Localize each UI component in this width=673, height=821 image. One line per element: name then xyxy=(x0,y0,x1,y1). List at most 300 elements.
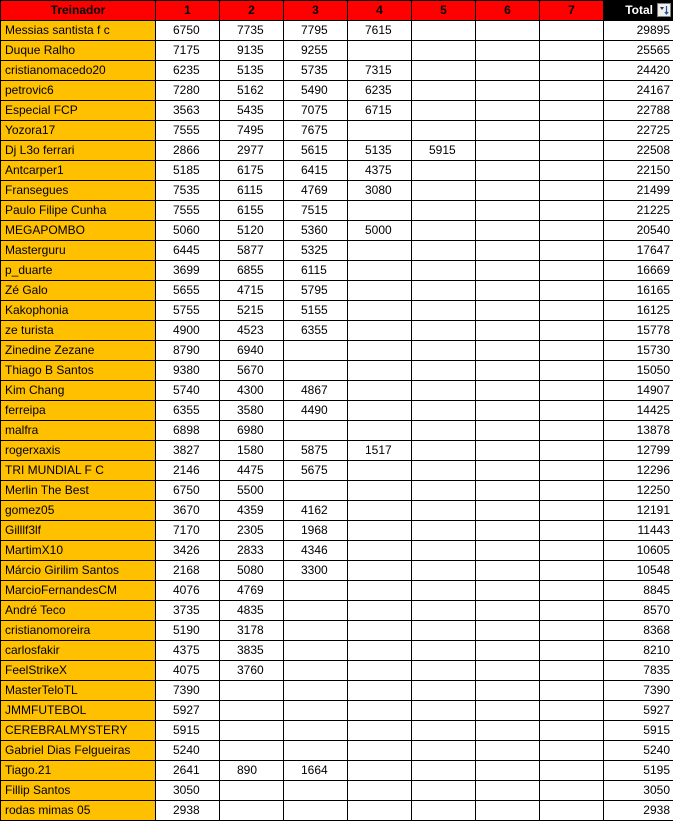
round-5-score-cell[interactable] xyxy=(412,381,476,401)
round-2-score-cell[interactable]: 5500 xyxy=(220,481,284,501)
total-score-cell[interactable]: 22150 xyxy=(604,161,673,181)
total-score-cell[interactable]: 21225 xyxy=(604,201,673,221)
round-3-score-cell[interactable]: 5675 xyxy=(284,461,348,481)
round-5-score-cell[interactable] xyxy=(412,541,476,561)
round-4-score-cell[interactable]: 5000 xyxy=(348,221,412,241)
round-6-score-cell[interactable] xyxy=(476,21,540,41)
trainer-name-cell[interactable]: Thiago B Santos xyxy=(1,361,156,381)
trainer-name-cell[interactable]: CEREBRALMYSTERY xyxy=(1,721,156,741)
round-1-score-cell[interactable]: 3827 xyxy=(156,441,220,461)
round-7-score-cell[interactable] xyxy=(540,21,604,41)
trainer-name-cell[interactable]: p_duarte xyxy=(1,261,156,281)
round-5-score-cell[interactable] xyxy=(412,761,476,781)
round-7-score-cell[interactable] xyxy=(540,741,604,761)
round-6-score-cell[interactable] xyxy=(476,581,540,601)
round-2-score-cell[interactable]: 1580 xyxy=(220,441,284,461)
header-round-7[interactable]: 7 xyxy=(540,1,604,21)
round-2-score-cell[interactable]: 6155 xyxy=(220,201,284,221)
round-4-score-cell[interactable] xyxy=(348,581,412,601)
round-4-score-cell[interactable]: 3080 xyxy=(348,181,412,201)
total-score-cell[interactable]: 22725 xyxy=(604,121,673,141)
round-5-score-cell[interactable] xyxy=(412,481,476,501)
total-score-cell[interactable]: 11443 xyxy=(604,521,673,541)
trainer-name-cell[interactable]: FeelStrikeX xyxy=(1,661,156,681)
total-score-cell[interactable]: 22508 xyxy=(604,141,673,161)
round-3-score-cell[interactable] xyxy=(284,621,348,641)
round-6-score-cell[interactable] xyxy=(476,261,540,281)
round-3-score-cell[interactable] xyxy=(284,741,348,761)
round-7-score-cell[interactable] xyxy=(540,601,604,621)
round-2-score-cell[interactable]: 4523 xyxy=(220,321,284,341)
round-7-score-cell[interactable] xyxy=(540,221,604,241)
round-5-score-cell[interactable] xyxy=(412,441,476,461)
round-4-score-cell[interactable] xyxy=(348,761,412,781)
trainer-name-cell[interactable]: cristianomoreira xyxy=(1,621,156,641)
round-5-score-cell[interactable] xyxy=(412,521,476,541)
round-6-score-cell[interactable] xyxy=(476,221,540,241)
round-3-score-cell[interactable] xyxy=(284,361,348,381)
total-score-cell[interactable]: 16669 xyxy=(604,261,673,281)
round-2-score-cell[interactable]: 4300 xyxy=(220,381,284,401)
round-2-score-cell[interactable]: 5435 xyxy=(220,101,284,121)
trainer-name-cell[interactable]: Paulo Filipe Cunha xyxy=(1,201,156,221)
round-3-score-cell[interactable]: 4490 xyxy=(284,401,348,421)
round-3-score-cell[interactable]: 6415 xyxy=(284,161,348,181)
round-4-score-cell[interactable] xyxy=(348,481,412,501)
round-3-score-cell[interactable] xyxy=(284,341,348,361)
round-5-score-cell[interactable] xyxy=(412,301,476,321)
round-7-score-cell[interactable] xyxy=(540,641,604,661)
round-1-score-cell[interactable]: 3699 xyxy=(156,261,220,281)
round-6-score-cell[interactable] xyxy=(476,481,540,501)
round-4-score-cell[interactable] xyxy=(348,201,412,221)
header-round-4[interactable]: 4 xyxy=(348,1,412,21)
round-7-score-cell[interactable] xyxy=(540,101,604,121)
round-4-score-cell[interactable] xyxy=(348,361,412,381)
round-6-score-cell[interactable] xyxy=(476,801,540,821)
round-7-score-cell[interactable] xyxy=(540,261,604,281)
round-5-score-cell[interactable] xyxy=(412,801,476,821)
round-2-score-cell[interactable]: 4359 xyxy=(220,501,284,521)
total-score-cell[interactable]: 15730 xyxy=(604,341,673,361)
total-score-cell[interactable]: 16125 xyxy=(604,301,673,321)
round-2-score-cell[interactable]: 4715 xyxy=(220,281,284,301)
trainer-name-cell[interactable]: André Teco xyxy=(1,601,156,621)
round-2-score-cell[interactable] xyxy=(220,781,284,801)
round-4-score-cell[interactable] xyxy=(348,341,412,361)
round-3-score-cell[interactable] xyxy=(284,801,348,821)
round-5-score-cell[interactable] xyxy=(412,721,476,741)
round-4-score-cell[interactable]: 7315 xyxy=(348,61,412,81)
round-2-score-cell[interactable]: 6175 xyxy=(220,161,284,181)
round-1-score-cell[interactable]: 7390 xyxy=(156,681,220,701)
round-2-score-cell[interactable]: 9135 xyxy=(220,41,284,61)
round-6-score-cell[interactable] xyxy=(476,701,540,721)
total-score-cell[interactable]: 12250 xyxy=(604,481,673,501)
total-score-cell[interactable]: 8845 xyxy=(604,581,673,601)
total-score-cell[interactable]: 3050 xyxy=(604,781,673,801)
round-4-score-cell[interactable] xyxy=(348,661,412,681)
round-7-score-cell[interactable] xyxy=(540,281,604,301)
round-1-score-cell[interactable]: 6355 xyxy=(156,401,220,421)
total-score-cell[interactable]: 5195 xyxy=(604,761,673,781)
header-trainer[interactable]: Treinador xyxy=(1,1,156,21)
round-1-score-cell[interactable]: 7170 xyxy=(156,521,220,541)
round-4-score-cell[interactable] xyxy=(348,381,412,401)
round-7-score-cell[interactable] xyxy=(540,421,604,441)
round-5-score-cell[interactable] xyxy=(412,601,476,621)
trainer-name-cell[interactable]: Especial FCP xyxy=(1,101,156,121)
trainer-name-cell[interactable]: Kim Chang xyxy=(1,381,156,401)
round-7-score-cell[interactable] xyxy=(540,761,604,781)
round-1-score-cell[interactable]: 4076 xyxy=(156,581,220,601)
round-4-score-cell[interactable] xyxy=(348,41,412,61)
round-6-score-cell[interactable] xyxy=(476,641,540,661)
round-5-score-cell[interactable] xyxy=(412,161,476,181)
round-1-score-cell[interactable]: 3563 xyxy=(156,101,220,121)
trainer-name-cell[interactable]: MasterTeloTL xyxy=(1,681,156,701)
round-1-score-cell[interactable]: 6898 xyxy=(156,421,220,441)
round-6-score-cell[interactable] xyxy=(476,61,540,81)
header-round-3[interactable]: 3 xyxy=(284,1,348,21)
trainer-name-cell[interactable]: MartimX10 xyxy=(1,541,156,561)
round-2-score-cell[interactable]: 3580 xyxy=(220,401,284,421)
round-4-score-cell[interactable] xyxy=(348,521,412,541)
round-7-score-cell[interactable] xyxy=(540,781,604,801)
round-5-score-cell[interactable] xyxy=(412,501,476,521)
round-1-score-cell[interactable]: 5060 xyxy=(156,221,220,241)
round-4-score-cell[interactable] xyxy=(348,701,412,721)
round-1-score-cell[interactable]: 9380 xyxy=(156,361,220,381)
round-2-score-cell[interactable]: 4769 xyxy=(220,581,284,601)
round-7-score-cell[interactable] xyxy=(540,481,604,501)
round-4-score-cell[interactable] xyxy=(348,781,412,801)
round-6-score-cell[interactable] xyxy=(476,141,540,161)
trainer-name-cell[interactable]: Márcio Girilim Santos xyxy=(1,561,156,581)
round-6-score-cell[interactable] xyxy=(476,461,540,481)
round-2-score-cell[interactable]: 2977 xyxy=(220,141,284,161)
round-6-score-cell[interactable] xyxy=(476,241,540,261)
round-1-score-cell[interactable]: 5927 xyxy=(156,701,220,721)
round-7-score-cell[interactable] xyxy=(540,621,604,641)
round-3-score-cell[interactable]: 6115 xyxy=(284,261,348,281)
trainer-name-cell[interactable]: Tiago.21 xyxy=(1,761,156,781)
round-4-score-cell[interactable] xyxy=(348,721,412,741)
round-3-score-cell[interactable]: 7075 xyxy=(284,101,348,121)
round-5-score-cell[interactable] xyxy=(412,681,476,701)
round-4-score-cell[interactable] xyxy=(348,801,412,821)
round-5-score-cell[interactable] xyxy=(412,701,476,721)
round-4-score-cell[interactable] xyxy=(348,641,412,661)
round-4-score-cell[interactable] xyxy=(348,241,412,261)
sort-descending-filter-icon[interactable] xyxy=(657,3,671,17)
round-7-score-cell[interactable] xyxy=(540,721,604,741)
round-3-score-cell[interactable]: 4162 xyxy=(284,501,348,521)
round-1-score-cell[interactable]: 6445 xyxy=(156,241,220,261)
round-2-score-cell[interactable]: 5670 xyxy=(220,361,284,381)
trainer-name-cell[interactable]: TRI MUNDIAL F C xyxy=(1,461,156,481)
total-score-cell[interactable]: 10548 xyxy=(604,561,673,581)
round-5-score-cell[interactable] xyxy=(412,661,476,681)
trainer-name-cell[interactable]: rodas mimas 05 xyxy=(1,801,156,821)
round-1-score-cell[interactable]: 4900 xyxy=(156,321,220,341)
round-2-score-cell[interactable]: 6980 xyxy=(220,421,284,441)
trainer-name-cell[interactable]: Kakophonia xyxy=(1,301,156,321)
total-score-cell[interactable]: 24420 xyxy=(604,61,673,81)
round-5-score-cell[interactable] xyxy=(412,641,476,661)
total-score-cell[interactable]: 29895 xyxy=(604,21,673,41)
round-7-score-cell[interactable] xyxy=(540,321,604,341)
round-6-score-cell[interactable] xyxy=(476,121,540,141)
round-1-score-cell[interactable]: 5740 xyxy=(156,381,220,401)
round-2-score-cell[interactable]: 3835 xyxy=(220,641,284,661)
trainer-name-cell[interactable]: Fransegues xyxy=(1,181,156,201)
round-3-score-cell[interactable] xyxy=(284,661,348,681)
trainer-name-cell[interactable]: malfra xyxy=(1,421,156,441)
round-3-score-cell[interactable]: 5875 xyxy=(284,441,348,461)
trainer-name-cell[interactable]: ze turista xyxy=(1,321,156,341)
round-1-score-cell[interactable]: 5655 xyxy=(156,281,220,301)
round-3-score-cell[interactable] xyxy=(284,781,348,801)
round-6-score-cell[interactable] xyxy=(476,341,540,361)
round-7-score-cell[interactable] xyxy=(540,661,604,681)
trainer-name-cell[interactable]: Masterguru xyxy=(1,241,156,261)
round-1-score-cell[interactable]: 6750 xyxy=(156,481,220,501)
round-5-score-cell[interactable] xyxy=(412,581,476,601)
round-1-score-cell[interactable]: 7280 xyxy=(156,81,220,101)
trainer-name-cell[interactable]: Gilllf3lf xyxy=(1,521,156,541)
round-2-score-cell[interactable]: 5215 xyxy=(220,301,284,321)
total-score-cell[interactable]: 12799 xyxy=(604,441,673,461)
round-1-score-cell[interactable]: 6235 xyxy=(156,61,220,81)
round-3-score-cell[interactable]: 4867 xyxy=(284,381,348,401)
round-4-score-cell[interactable]: 6235 xyxy=(348,81,412,101)
round-6-score-cell[interactable] xyxy=(476,281,540,301)
round-5-score-cell[interactable] xyxy=(412,321,476,341)
trainer-name-cell[interactable]: petrovic6 xyxy=(1,81,156,101)
header-round-2[interactable]: 2 xyxy=(220,1,284,21)
round-7-score-cell[interactable] xyxy=(540,581,604,601)
round-2-score-cell[interactable]: 5080 xyxy=(220,561,284,581)
round-1-score-cell[interactable]: 8790 xyxy=(156,341,220,361)
round-5-score-cell[interactable] xyxy=(412,361,476,381)
round-7-score-cell[interactable] xyxy=(540,521,604,541)
total-score-cell[interactable]: 2938 xyxy=(604,801,673,821)
total-score-cell[interactable]: 17647 xyxy=(604,241,673,261)
round-6-score-cell[interactable] xyxy=(476,401,540,421)
round-6-score-cell[interactable] xyxy=(476,381,540,401)
round-1-score-cell[interactable]: 2168 xyxy=(156,561,220,581)
round-7-score-cell[interactable] xyxy=(540,701,604,721)
round-1-score-cell[interactable]: 7555 xyxy=(156,201,220,221)
round-7-score-cell[interactable] xyxy=(540,501,604,521)
total-score-cell[interactable]: 21499 xyxy=(604,181,673,201)
total-score-cell[interactable]: 12191 xyxy=(604,501,673,521)
round-3-score-cell[interactable]: 5795 xyxy=(284,281,348,301)
total-score-cell[interactable]: 7390 xyxy=(604,681,673,701)
total-score-cell[interactable]: 8570 xyxy=(604,601,673,621)
round-2-score-cell[interactable] xyxy=(220,721,284,741)
round-1-score-cell[interactable]: 2938 xyxy=(156,801,220,821)
trainer-name-cell[interactable]: Zé Galo xyxy=(1,281,156,301)
round-5-score-cell[interactable] xyxy=(412,81,476,101)
round-4-score-cell[interactable] xyxy=(348,501,412,521)
round-6-score-cell[interactable] xyxy=(476,761,540,781)
round-7-score-cell[interactable] xyxy=(540,561,604,581)
round-6-score-cell[interactable] xyxy=(476,161,540,181)
round-3-score-cell[interactable]: 5615 xyxy=(284,141,348,161)
round-4-score-cell[interactable] xyxy=(348,461,412,481)
round-5-score-cell[interactable] xyxy=(412,741,476,761)
round-5-score-cell[interactable] xyxy=(412,201,476,221)
round-5-score-cell[interactable] xyxy=(412,221,476,241)
round-1-score-cell[interactable]: 3426 xyxy=(156,541,220,561)
round-2-score-cell[interactable]: 6115 xyxy=(220,181,284,201)
total-score-cell[interactable]: 16165 xyxy=(604,281,673,301)
trainer-name-cell[interactable]: Dj L3o ferrari xyxy=(1,141,156,161)
header-round-5[interactable]: 5 xyxy=(412,1,476,21)
round-3-score-cell[interactable]: 5155 xyxy=(284,301,348,321)
round-3-score-cell[interactable] xyxy=(284,421,348,441)
round-4-score-cell[interactable] xyxy=(348,601,412,621)
round-4-score-cell[interactable] xyxy=(348,401,412,421)
round-3-score-cell[interactable] xyxy=(284,641,348,661)
round-3-score-cell[interactable] xyxy=(284,581,348,601)
round-4-score-cell[interactable] xyxy=(348,301,412,321)
round-2-score-cell[interactable]: 3760 xyxy=(220,661,284,681)
round-2-score-cell[interactable] xyxy=(220,701,284,721)
round-1-score-cell[interactable]: 2866 xyxy=(156,141,220,161)
round-6-score-cell[interactable] xyxy=(476,41,540,61)
total-score-cell[interactable]: 5240 xyxy=(604,741,673,761)
round-4-score-cell[interactable] xyxy=(348,321,412,341)
round-5-score-cell[interactable] xyxy=(412,21,476,41)
total-score-cell[interactable]: 12296 xyxy=(604,461,673,481)
trainer-name-cell[interactable]: ferreipa xyxy=(1,401,156,421)
round-3-score-cell[interactable]: 7675 xyxy=(284,121,348,141)
total-score-cell[interactable]: 7835 xyxy=(604,661,673,681)
total-score-cell[interactable]: 5915 xyxy=(604,721,673,741)
round-3-score-cell[interactable]: 1664 xyxy=(284,761,348,781)
round-4-score-cell[interactable]: 7615 xyxy=(348,21,412,41)
round-6-score-cell[interactable] xyxy=(476,81,540,101)
round-6-score-cell[interactable] xyxy=(476,321,540,341)
round-1-score-cell[interactable]: 3735 xyxy=(156,601,220,621)
round-1-score-cell[interactable]: 5915 xyxy=(156,721,220,741)
round-1-score-cell[interactable]: 4375 xyxy=(156,641,220,661)
round-1-score-cell[interactable]: 5185 xyxy=(156,161,220,181)
round-2-score-cell[interactable]: 2833 xyxy=(220,541,284,561)
round-1-score-cell[interactable]: 7535 xyxy=(156,181,220,201)
round-3-score-cell[interactable]: 5735 xyxy=(284,61,348,81)
round-1-score-cell[interactable]: 4075 xyxy=(156,661,220,681)
total-score-cell[interactable]: 15778 xyxy=(604,321,673,341)
round-3-score-cell[interactable] xyxy=(284,481,348,501)
round-4-score-cell[interactable] xyxy=(348,741,412,761)
round-5-score-cell[interactable] xyxy=(412,61,476,81)
trainer-name-cell[interactable]: Duque Ralho xyxy=(1,41,156,61)
round-7-score-cell[interactable] xyxy=(540,361,604,381)
round-3-score-cell[interactable] xyxy=(284,681,348,701)
total-score-cell[interactable]: 25565 xyxy=(604,41,673,61)
round-7-score-cell[interactable] xyxy=(540,61,604,81)
total-score-cell[interactable]: 24167 xyxy=(604,81,673,101)
round-6-score-cell[interactable] xyxy=(476,621,540,641)
round-7-score-cell[interactable] xyxy=(540,41,604,61)
trainer-name-cell[interactable]: Gabriel Dias Felgueiras xyxy=(1,741,156,761)
round-4-score-cell[interactable] xyxy=(348,261,412,281)
round-4-score-cell[interactable] xyxy=(348,541,412,561)
total-score-cell[interactable]: 13878 xyxy=(604,421,673,441)
total-score-cell[interactable]: 20540 xyxy=(604,221,673,241)
total-score-cell[interactable]: 15050 xyxy=(604,361,673,381)
round-6-score-cell[interactable] xyxy=(476,561,540,581)
total-score-cell[interactable]: 14425 xyxy=(604,401,673,421)
total-score-cell[interactable]: 22788 xyxy=(604,101,673,121)
round-1-score-cell[interactable]: 2146 xyxy=(156,461,220,481)
round-2-score-cell[interactable]: 4835 xyxy=(220,601,284,621)
round-1-score-cell[interactable]: 7555 xyxy=(156,121,220,141)
round-1-score-cell[interactable]: 2641 xyxy=(156,761,220,781)
round-7-score-cell[interactable] xyxy=(540,121,604,141)
round-5-score-cell[interactable] xyxy=(412,781,476,801)
round-6-score-cell[interactable] xyxy=(476,521,540,541)
round-1-score-cell[interactable]: 3670 xyxy=(156,501,220,521)
round-5-score-cell[interactable] xyxy=(412,561,476,581)
trainer-name-cell[interactable]: Merlin The Best xyxy=(1,481,156,501)
round-2-score-cell[interactable]: 7495 xyxy=(220,121,284,141)
total-score-cell[interactable]: 8210 xyxy=(604,641,673,661)
round-5-score-cell[interactable]: 5915 xyxy=(412,141,476,161)
round-3-score-cell[interactable]: 4346 xyxy=(284,541,348,561)
round-2-score-cell[interactable]: 5877 xyxy=(220,241,284,261)
round-5-score-cell[interactable] xyxy=(412,281,476,301)
round-4-score-cell[interactable] xyxy=(348,561,412,581)
trainer-name-cell[interactable]: rogerxaxis xyxy=(1,441,156,461)
round-1-score-cell[interactable]: 7175 xyxy=(156,41,220,61)
trainer-name-cell[interactable]: MEGAPOMBO xyxy=(1,221,156,241)
round-6-score-cell[interactable] xyxy=(476,101,540,121)
round-7-score-cell[interactable] xyxy=(540,241,604,261)
round-3-score-cell[interactable]: 4769 xyxy=(284,181,348,201)
round-6-score-cell[interactable] xyxy=(476,201,540,221)
round-6-score-cell[interactable] xyxy=(476,601,540,621)
round-6-score-cell[interactable] xyxy=(476,441,540,461)
header-round-6[interactable]: 6 xyxy=(476,1,540,21)
round-3-score-cell[interactable]: 1968 xyxy=(284,521,348,541)
round-6-score-cell[interactable] xyxy=(476,721,540,741)
round-5-score-cell[interactable] xyxy=(412,621,476,641)
round-5-score-cell[interactable] xyxy=(412,421,476,441)
round-3-score-cell[interactable]: 3300 xyxy=(284,561,348,581)
round-2-score-cell[interactable]: 5120 xyxy=(220,221,284,241)
round-3-score-cell[interactable]: 5360 xyxy=(284,221,348,241)
round-5-score-cell[interactable] xyxy=(412,401,476,421)
round-7-score-cell[interactable] xyxy=(540,541,604,561)
round-4-score-cell[interactable] xyxy=(348,281,412,301)
round-5-score-cell[interactable] xyxy=(412,261,476,281)
round-2-score-cell[interactable] xyxy=(220,681,284,701)
round-6-score-cell[interactable] xyxy=(476,741,540,761)
round-5-score-cell[interactable] xyxy=(412,121,476,141)
round-2-score-cell[interactable]: 890 xyxy=(220,761,284,781)
header-total[interactable] xyxy=(604,1,673,21)
round-7-score-cell[interactable] xyxy=(540,441,604,461)
round-1-score-cell[interactable]: 6750 xyxy=(156,21,220,41)
round-6-score-cell[interactable] xyxy=(476,541,540,561)
round-3-score-cell[interactable]: 7795 xyxy=(284,21,348,41)
trainer-name-cell[interactable]: cristianomacedo20 xyxy=(1,61,156,81)
